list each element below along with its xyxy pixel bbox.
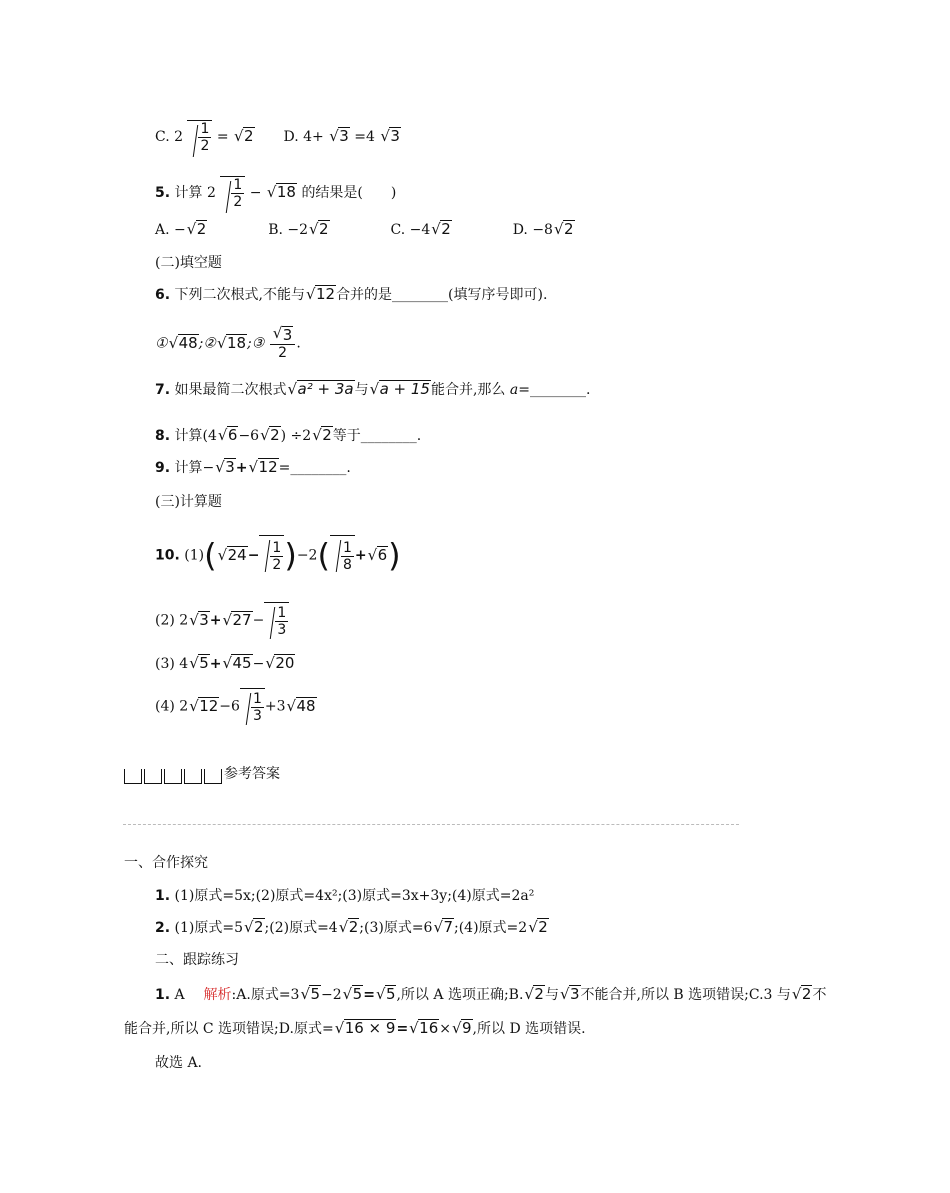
question-9: 9. 计算−√ 3+√ 12=________. (155, 458, 351, 478)
question-7: 7. 如果最简二次根式√ a² + 3a与√ a + 15能合并,那么 a=________. (155, 380, 590, 400)
answers-section-2: 二、跟踪练习 (155, 952, 239, 968)
sqrt-expr: √ 18 (267, 183, 297, 203)
question-8: 8. 计算(4√ 6−6√ 2) ÷2√ 2等于________. (155, 426, 421, 446)
answers-heading: 参考答案 (124, 764, 280, 784)
decorative-boxes (124, 766, 224, 782)
question-10-part-3: (3) 4√ 5+√ 45−√ 20 (155, 654, 295, 674)
question-6: 6. 下列二次根式,不能与√ 12合并的是________(填写序号即可). (155, 285, 547, 305)
option-c-label: C. 2 (155, 129, 184, 145)
sqrt-expr: √ 2 (234, 127, 255, 147)
fraction: √ $\frac{3}{2}$ (270, 326, 296, 361)
option-a: A. −√ 2 (155, 222, 207, 238)
answer-2: 2. (1)原式=5√ 2;(2)原式=4√ 2;(3)原式=6√ 7;(4)原式=2√ 2 (155, 918, 549, 938)
sqrt-expr: √ 3 (329, 127, 350, 147)
question-number: 5. (155, 185, 171, 201)
analysis-label: 解析 (203, 987, 232, 1003)
answers-section-1: 一、合作探究 (124, 855, 208, 871)
question-5: 5. 计算 2 $\frac{1}{2}$ − √ 18 的结果是( ) (155, 176, 396, 210)
sqrt-one-half: $\frac{1}{2}$ (187, 120, 212, 154)
q6-choices: ①√ 48;②√ 18;③ √ $\frac{3}{2}$ . (155, 326, 301, 361)
q4-options-line: C. 2 $\frac{1}{2}$ = √ 2 D. 4+ √ 3 =4 √ 3 (155, 120, 401, 154)
option-c: C. −4√ 2 (390, 222, 451, 238)
sqrt-expr: √ 3 (380, 127, 401, 147)
q5-options (155, 220, 575, 240)
sqrt-one-half: $\frac{1}{2}$ (220, 176, 245, 210)
answer-b1-line-1: 1. A 解析:A.原式=3√ 5−2√ 5=√ 5,所以 A 选项正确;B.√ 2与√ 3不能合并,所以 B 选项错误;C.3 与√ 2不 (155, 985, 826, 1005)
question-10-part-2: (2) 2√ 3+√ 27− $\frac{1}{3}$ (155, 602, 289, 639)
section-calculation: (三)计算题 (155, 494, 222, 510)
section-fill-in: (二)填空题 (155, 255, 222, 271)
option-d-label: D. 4 (283, 129, 313, 145)
option-d: D. −8√ 2 (513, 222, 575, 238)
option-b: B. −2√ 2 (268, 222, 329, 238)
answer-b1-line-2: 能合并,所以 C 选项错误;D.原式=√ 16 × 9=√ 16×√ 9,所以 D 选项错误. (124, 1019, 586, 1039)
question-10-part-1: 10. (1)(√ 24− $\frac{1}{2}$ )−2( $\frac{1}{8}$ +√ 6) (155, 535, 401, 576)
divider (123, 824, 739, 825)
question-10-part-4: (4) 2√ 12−6 $\frac{1}{3}$ +3√ 48 (155, 688, 317, 725)
conclusion: 故选 A. (155, 1055, 203, 1071)
answer-1: 1. (1)原式=5x;(2)原式=4x²;(3)原式=3x+3y;(4)原式=2a² (155, 888, 535, 904)
